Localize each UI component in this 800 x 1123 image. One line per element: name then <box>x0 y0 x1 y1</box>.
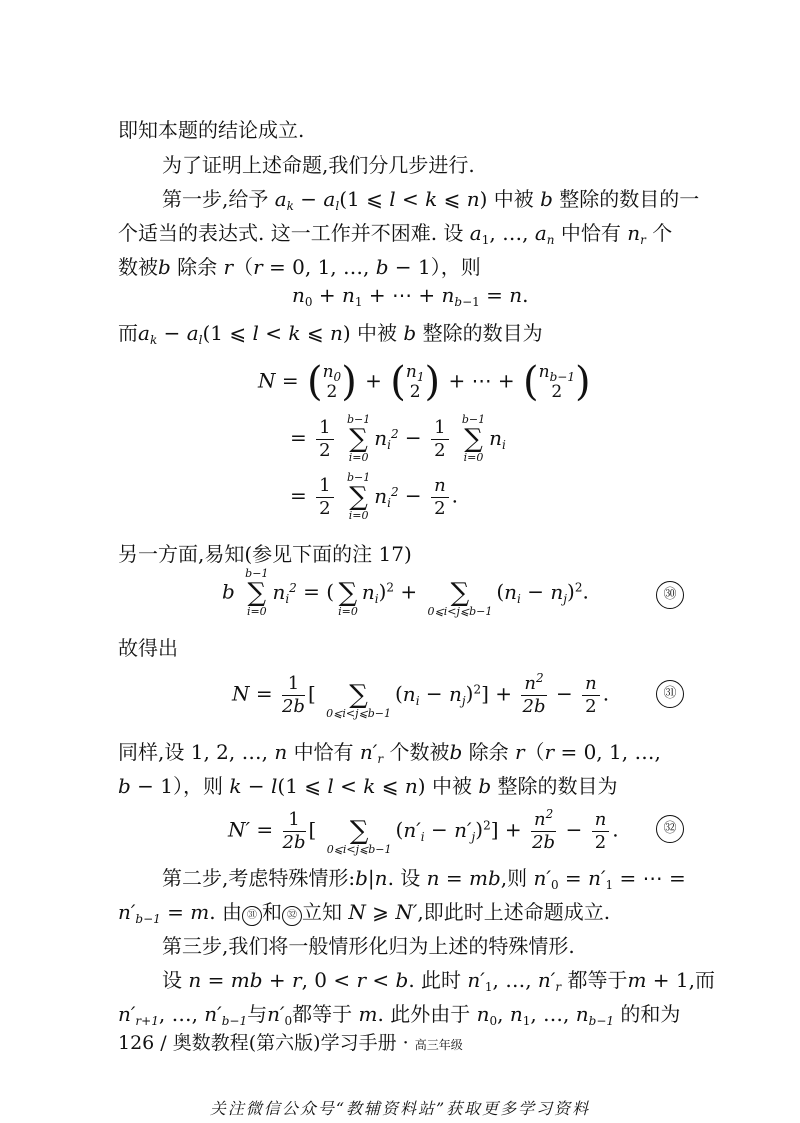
equation-31: N = $\frac{1}{2b}$ [ ∑ 0⩽i<j⩽b−1 $(n_i - n_j)^2$] + $\frac{n^2}{2b}$ − $\frac{n}{2}$ . <box>232 670 610 720</box>
text-line-3: 第一步,给予 $a_k - a_l(1$ ⩽ l < k ⩽ n) 中被 b 整除的数目的一 <box>162 187 700 213</box>
equation-number-32: ㉜ <box>656 815 684 843</box>
bottom-banner: 关注微信公众号“教辅资料站”获取更多学习资料 <box>209 1099 591 1118</box>
equation-sum-n: $n_0 + n_1$ + ⋯ + $n_{b-1} = n$. <box>292 283 529 309</box>
equation-32: N′ = $\frac{1}{2b}$ [ ∑ 0⩽i<j⩽b−1 $(n'_i - n'_j)^2$] + $\frac{n^2}{2b}$ − $\frac{n}{2}$ . <box>228 806 619 856</box>
text-line-1: 即知本题的结论成立. <box>118 118 305 142</box>
text-line-11: 第二步,考虑特殊情形:b|n. 设 n = mb,则 $n'_0 = n'_1$ = ⋯ = <box>162 866 686 892</box>
equation-N-line3: = $\frac{1}{2}$ b−1 ∑ i=0 $n_i^2$ − $\frac{n}{2}$ . <box>290 471 459 522</box>
equation-number-31: ㉛ <box>656 680 684 708</box>
text-line-2: 为了证明上述命题,我们分几步进行. <box>162 153 475 177</box>
grade-label: 高三年级 <box>414 1038 463 1052</box>
text-line-7: 另一方面,易知(参见下面的注 17) <box>118 542 412 566</box>
equation-30: b b−1 ∑ i=0 $n_i^2$ = ( ∑ i=0 $n_i)^2$ + ∑ 0⩽i<j⩽b−1 $(n_i - n_j)^2$. <box>222 567 589 618</box>
text-line-5: 数被b 除余 r（r = 0, 1, …, b − 1），则 <box>118 255 481 279</box>
text-line-13: 第三步,我们将一般情形化归为上述的特殊情形. <box>162 934 575 958</box>
text-line-12: $n'_{b-1} = m$. 由 ㉛ 和 ㉜ 立知 N ⩾ N′,即此时上述命题成立. <box>118 900 611 926</box>
text-line-15: $n'_{r+1}$, …, $n'_{b-1}$与$n'_0$都等于 m. 此外由于 $n_0$, $n_1$, …, $n_{b-1}$ 的和为 <box>118 1002 681 1028</box>
equation-N-line2: = $\frac{1}{2}$ b−1 ∑ i=0 $n_i^2$ − $\frac{1}{2}$ b−1 ∑ i=0 $n_i$ <box>290 413 506 464</box>
ref-32-circle: ㉜ <box>282 906 302 926</box>
equation-N-binom: N = ( $n_0$ 2 ) + ( $n_1$ 2 ) + ⋯ + ( $n_{b-1}$ 2 ) <box>258 359 591 405</box>
page-footer <box>118 1028 463 1055</box>
text-line-8: 故得出 <box>118 636 178 660</box>
book-title: 奥数教程(第六版)学习手册 · <box>172 1032 409 1054</box>
page-number: 126 / <box>118 1032 167 1054</box>
text-line-6: 而$a_k - a_l(1$ ⩽ l < k ⩽ n) 中被 b 整除的数目为 <box>118 321 543 347</box>
text-line-14: 设 n = mb + r, 0 < r < b. 此时 $n'_1$, …, $n'_r$ 都等于m + 1,而 <box>162 968 715 994</box>
text-line-10: b − 1），则 k − l(1 ⩽ l < k ⩽ n) 中被 b 整除的数目为 <box>118 774 618 798</box>
text-line-9: 同样,设 1, 2, …, n 中恰有 $n'_r$ 个数被b 除余 r（r = 0, 1, …, <box>118 740 661 766</box>
ref-31-circle: ㉛ <box>242 906 262 926</box>
equation-number-30: ㉚ <box>656 581 684 609</box>
text-line-4: 个适当的表达式. 这一工作并不困难. 设 $a_1$, …, $a_n$ 中恰有 $n_r$ 个 <box>118 221 673 247</box>
